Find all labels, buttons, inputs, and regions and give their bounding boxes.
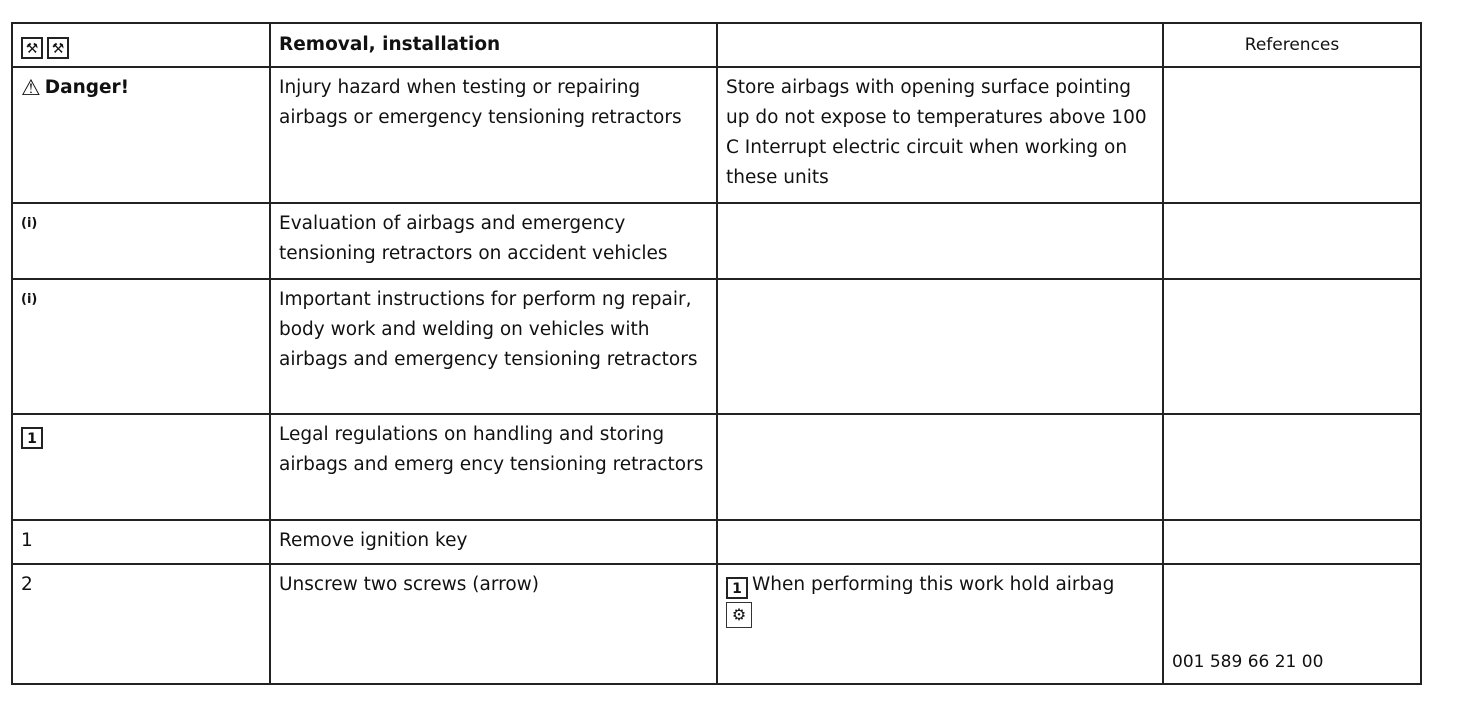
row-reference	[1163, 520, 1421, 564]
note-box-icon: 1	[21, 427, 43, 449]
row-description: Unscrew two screws (arrow)	[270, 564, 717, 684]
table-row	[12, 414, 1421, 520]
row-reference	[1163, 564, 1421, 684]
row-label-cell	[12, 414, 270, 520]
table-row	[12, 203, 1421, 279]
row-reference	[1163, 279, 1421, 414]
instruction-table	[11, 22, 1422, 685]
table-row	[12, 520, 1421, 564]
info-icon: (i)	[21, 292, 38, 307]
header-row	[12, 23, 1421, 67]
row-description: Legal regulations on handling and storing airbags and emerg ency tensioning retractors	[270, 414, 717, 520]
header-empty-cell	[717, 23, 1163, 67]
wrench-box-icon: ⚒	[21, 37, 43, 59]
special-tool-icon: ⚙	[726, 602, 752, 628]
row-note	[717, 414, 1163, 520]
row-note	[717, 564, 1163, 684]
row-label-cell	[12, 279, 270, 414]
row-description: Important instructions for perform ng repair, body work and welding on vehicles with airbags and emergency tensioning retractors	[270, 279, 717, 414]
row-description: Injury hazard when testing or repairing airbags or emergency tensioning retractors	[270, 67, 717, 203]
note-box-icon: 1	[726, 577, 748, 599]
row-description: Evaluation of airbags and emergency tensioning retractors on accident vehicles	[270, 203, 717, 279]
row-reference	[1163, 414, 1421, 520]
row-reference	[1163, 203, 1421, 279]
row-note	[717, 203, 1163, 279]
header-references: References	[1163, 23, 1421, 67]
row-note	[717, 279, 1163, 414]
header-title: Removal, installation	[270, 23, 717, 67]
row-step-number: 2	[12, 564, 270, 684]
table-row	[12, 564, 1421, 684]
instruction-sheet	[11, 22, 1420, 685]
info-icon: (i)	[21, 216, 38, 231]
row-label-cell	[12, 203, 270, 279]
wrench-box-icon: ⚒	[47, 37, 69, 59]
row-label-cell	[12, 67, 270, 203]
row-reference	[1163, 67, 1421, 203]
row-note-text: When performing this work hold airbag	[752, 574, 1115, 595]
row-note: Store airbags with opening surface pointing up do not expose to temperatures above 100 C Interrupt electric circuit when working on these units	[717, 67, 1163, 203]
table-row	[12, 67, 1421, 203]
danger-label: Danger!	[44, 77, 130, 98]
warning-triangle-icon: ⚠	[21, 76, 41, 101]
row-note	[717, 520, 1163, 564]
table-row	[12, 279, 1421, 414]
header-icons-cell	[12, 23, 270, 67]
row-description: Remove ignition key	[270, 520, 717, 564]
row-step-number: 1	[12, 520, 270, 564]
part-number: 001 589 66 21 00	[1172, 652, 1324, 672]
